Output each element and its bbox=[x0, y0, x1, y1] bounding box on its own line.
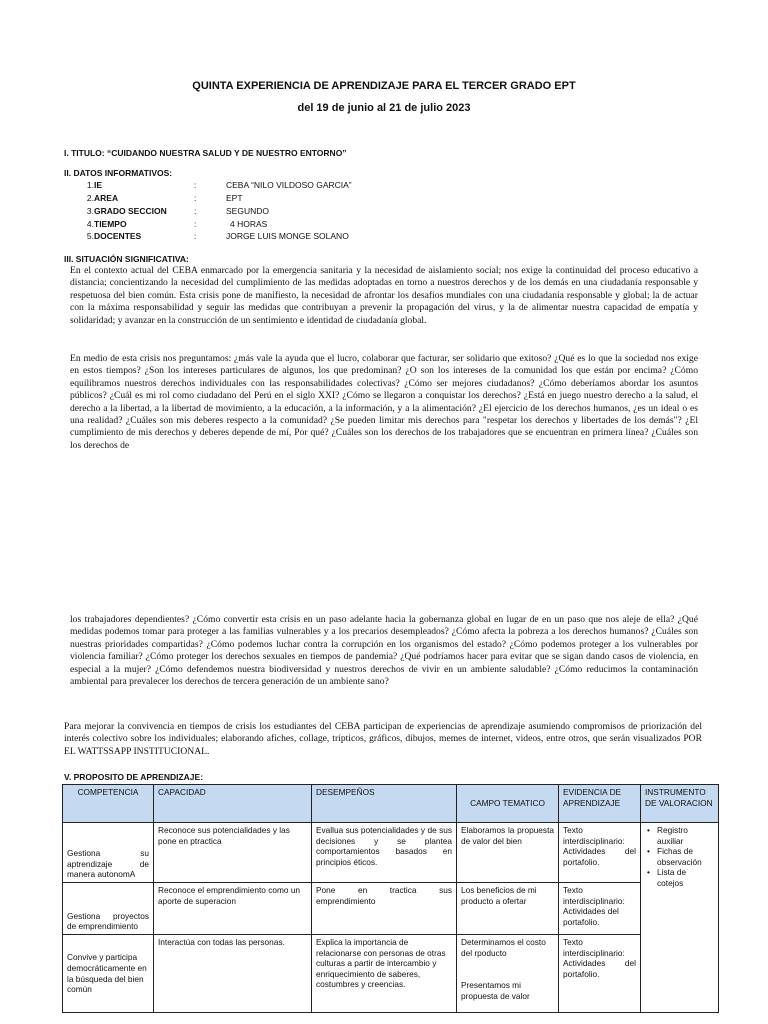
purpose-table bbox=[62, 784, 719, 1013]
campo-text: Determinamos el costo del rpoducto bbox=[461, 937, 546, 958]
datos-row bbox=[64, 219, 564, 231]
datos-num: 1. bbox=[86, 180, 94, 190]
instrumentos-list bbox=[645, 825, 714, 889]
datos-colon: : bbox=[194, 206, 197, 216]
datos-row bbox=[64, 193, 564, 205]
cell-campo-tematico: Los beneficios de mi producto a ofertar bbox=[457, 883, 559, 935]
datos-label: IE bbox=[94, 180, 103, 190]
cell-competencia: Convive y participa democráticamente en la búsqueda del bien común bbox=[63, 935, 154, 1013]
datos-row bbox=[64, 206, 564, 218]
cell-capacidad: Reconoce el emprendimiento como un aporte de superacion bbox=[154, 883, 312, 935]
cell-instrumentos bbox=[641, 823, 719, 1013]
cell-evidencia: Texto interdisciplinario: Actividades del portafolio. bbox=[559, 935, 641, 1013]
paragraph-preguntas-continuacion: los trabajadores dependientes? ¿Cómo convertir esta crisis en un paso adelante hacia la gobernanza global en lugar de en un paso que nos aleje de ella? ¿Qué medidas podemos tomar para proteger a las familias vulnerables y a los precarios desempleados? ¿Cómo afecta la pobreza a los derechos humanos? ¿Cuáles son nuestras prioridades compartidas? ¿Cómo podemos luchar contra la corrupción en los organismos del estado? ¿Cómo podemos proteger a los vulnerables por violencia familiar? ¿Cómo proteger los derechos sexuales en tiempos de pandemia? ¿Qué podríamos hacer para evitar que se sigan dando casos de violencia, en especial a la mujer? ¿Cómo defendemos nuestra biodiversidad y nuestros derechos de vivir en un ambiente saludable? ¿Cómo reducimos la contaminación ambiental para prevalecer los derechos de tercera generación de un ambiente sano? bbox=[70, 614, 698, 688]
document-date-range: del 19 de junio al 21 de julio 2023 bbox=[297, 102, 471, 114]
header-desempenos: DESEMPEÑOS bbox=[312, 785, 457, 823]
cell-desempenos: Pone en tractica sus emprendimiento bbox=[312, 883, 457, 935]
table-row bbox=[63, 823, 719, 883]
list-item: • Registro auxiliar bbox=[645, 825, 714, 846]
list-item: • Lista de cotejos bbox=[645, 867, 714, 888]
datos-row bbox=[64, 180, 564, 192]
paragraph-contexto: En el contexto actual del CEBA enmarcado por la emergencia sanitaria y la necesidad de aislamiento social; nos exige la continuidad del proceso educativo a distancia; concientizando la necesidad del cumplimiento de las medidas adoptadas en torno a nuestros derechos y de los demás en una ciudadanía responsable y respetuosa del bien común. Esta crisis pone de manifiesto, la necesidad de afrontar los desafíos mundiales con una ciudadanía responsable y global; la de actuar con la máxima responsabilidad y seguir las medidas que contribuyan a prevenir la propagación del virus, y la de alimentar nuestra capacidad de empatía y solidaridad; y avanzar en la construcción de un sentimiento e identidad de ciudadanía global. bbox=[70, 265, 698, 326]
datos-value: CEBA “NILO VILDOSO GARCIA” bbox=[226, 180, 352, 190]
datos-row bbox=[64, 231, 564, 243]
cell-desempenos: Explica la importancia de relacionarse con personas de otras culturas a partir de intercambio y enriquecimiento de saberes, costumbres y creencias. bbox=[312, 935, 457, 1013]
datos-num: 3. bbox=[86, 206, 94, 216]
datos-num: 4. bbox=[86, 219, 94, 229]
section-titulo: I. TITULO: “CUIDANDO NUESTRA SALUD Y DE NUESTRO ENTORNO” bbox=[64, 148, 347, 158]
cell-campo-tematico: Elaboramos la propuesta de valor del bien bbox=[457, 823, 559, 883]
table-header-row bbox=[63, 785, 719, 823]
header-campo-tematico: CAMPO TEMATICO bbox=[457, 785, 559, 823]
document-title: QUINTA EXPERIENCIA DE APRENDIZAJE PARA EL TERCER GRADO EPT bbox=[192, 80, 576, 92]
paragraph-preguntas: En medio de esta crisis nos preguntamos: ¿más vale la ayuda que el lucro, colaborar que facturar, ser solidario que exitoso? ¿Qué es lo que la sociedad nos exige en estos tiempos? ¿Son los intereses particulares de algunos, los que predominan? ¿O son los intereses de la comunidad los que están por encima? ¿Cómo equilibramos nuestros derechos individuales con las responsabilidades colectivas? ¿Cómo ser mejores ciudadanos? ¿Cómo deberíamos abordar los asuntos públicos? ¿Cuál es mi rol como ciudadano del Perú en el siglo XXI? ¿Cómo se llegaron a conquistar los derechos? ¿Está en juego nuestro derecho a la salud, el derecho a la libertad, a la libertad de movimiento, a la educación, a la información, y a la alimentación? ¿El ejercicio de los derechos humanos, ¿es un ideal o es una realidad? ¿Cuáles son mis deberes respecto a la comunidad? ¿Se pueden limitar mis derechos para "respetar los derechos y libertades de los demás"? ¿El cumplimiento de mis derechos y deberes depende de mí, Por qué? ¿Cuáles son los derechos de los trabajadores que se encuentran en primera línea? ¿Cuáles son los derechos de bbox=[70, 353, 698, 451]
header-instrumento: INSTRUMENTO DE VALORACION bbox=[641, 785, 719, 823]
header-competencia: COMPETENCIA bbox=[63, 785, 154, 823]
cell-competencia: Gestiona su aptrendizaje de manera autonomA bbox=[63, 823, 154, 883]
datos-colon: : bbox=[194, 231, 197, 241]
table-row bbox=[63, 883, 719, 935]
table-row bbox=[63, 935, 719, 1013]
datos-value: JORGE LUIS MONGE SOLANO bbox=[226, 231, 349, 241]
section-situacion-significativa: III. SITUACIÓN SIGNIFICATIVA: bbox=[64, 254, 189, 264]
datos-value: 4 HORAS bbox=[230, 219, 268, 229]
cell-campo-tematico bbox=[457, 935, 559, 1013]
datos-label: TIEMPO bbox=[94, 219, 127, 229]
datos-num: 5. bbox=[86, 231, 94, 241]
section-proposito: V. PROPOSITO DE APRENDIZAJE: bbox=[64, 772, 204, 782]
cell-competencia: Gestiona proyectos de emprendimiento bbox=[63, 883, 154, 935]
datos-num: 2. bbox=[86, 193, 94, 203]
cell-evidencia: Texto interdisciplinario: Actividades del portafolio. bbox=[559, 823, 641, 883]
cell-capacidad: Reconoce sus potencialidades y las pone en ptractica bbox=[154, 823, 312, 883]
datos-value: SEGUNDO bbox=[226, 206, 269, 216]
cell-evidencia: Texto interdisciplinario: Actividades del portafolio. bbox=[559, 883, 641, 935]
header-evidencia: EVIDENCIA DE APRENDIZAJE bbox=[559, 785, 641, 823]
paragraph-convivencia: Para mejorar la convivencia en tiempos de crisis los estudiantes del CEBA participan de experiencias de aprendizaje asumiendo compromisos de priorización del interés colectivo sobre los individuales; elaborando afiches, collage, trípticos, gráficos, dibujos, memes de internet, videos, entre otros, que serán visualizados POR EL WATTSSAPP INSTITUCIONAL. bbox=[64, 721, 702, 757]
header-capacidad: CAPACIDAD bbox=[154, 785, 312, 823]
cell-capacidad: Interactúa con todas las personas. bbox=[154, 935, 312, 1013]
campo-text-extra: Presentamos mi propuesta de valor bbox=[461, 980, 530, 1001]
datos-colon: : bbox=[194, 193, 197, 203]
cell-desempenos: Evallua sus potencialidades y de sus decisiones y se plantea comportamientos basados en principios éticos. bbox=[312, 823, 457, 883]
section-datos-informativos: II. DATOS INFORMATIVOS: bbox=[64, 168, 173, 178]
datos-label: GRADO SECCION bbox=[94, 206, 167, 216]
datos-label: DOCENTES bbox=[94, 231, 142, 241]
datos-label: AREA bbox=[94, 193, 119, 203]
list-item: • Fichas de observación bbox=[645, 846, 714, 867]
datos-colon: : bbox=[194, 219, 197, 229]
datos-colon: : bbox=[194, 180, 197, 190]
datos-value: EPT bbox=[226, 193, 243, 203]
